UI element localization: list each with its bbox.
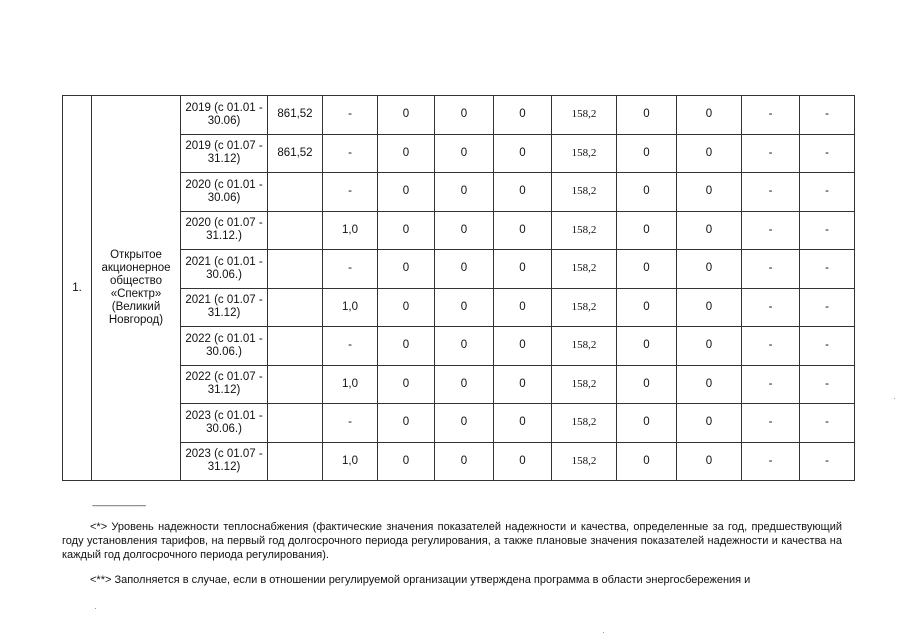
- value-cell-col-2: -: [323, 96, 378, 135]
- value-cell-col-3: 0: [378, 404, 435, 443]
- value-cell-col-2: -: [323, 327, 378, 366]
- value-cell-col-7: 0: [617, 211, 677, 250]
- value-cell-col-5: 0: [494, 250, 552, 289]
- table-row: [63, 404, 855, 443]
- value-cell-col-6: 158,2: [552, 442, 617, 481]
- value-cell-col-5: 0: [494, 211, 552, 250]
- table-row: [63, 288, 855, 327]
- value-cell-col-5: 0: [494, 96, 552, 135]
- value-cell-col-9: -: [742, 173, 800, 212]
- footnote-2: <**> Заполняется в случае, если в отношении регулируемой организации утверждена программа в области энергосбережения и: [90, 574, 751, 586]
- period-cell: 2022 (с 01.01 - 30.06.): [181, 327, 268, 366]
- value-cell-col-10: -: [800, 96, 855, 135]
- value-cell-col-10: -: [800, 365, 855, 404]
- value-cell-col-7: 0: [617, 365, 677, 404]
- value-cell-col-1: 861,52: [268, 96, 323, 135]
- value-cell-col-2: 1,0: [323, 442, 378, 481]
- value-cell-col-8: 0: [677, 288, 742, 327]
- value-cell-col-5: 0: [494, 442, 552, 481]
- value-cell-col-6: 158,2: [552, 96, 617, 135]
- tariff-table: [62, 95, 855, 481]
- value-cell-col-4: 0: [435, 442, 494, 481]
- value-cell-col-4: 0: [435, 327, 494, 366]
- table-row: [63, 211, 855, 250]
- value-cell-col-6: 158,2: [552, 211, 617, 250]
- table-row: [63, 134, 855, 173]
- table-row: [63, 365, 855, 404]
- value-cell-col-9: -: [742, 211, 800, 250]
- value-cell-col-1: [268, 173, 323, 212]
- table-row: [63, 327, 855, 366]
- value-cell-col-7: 0: [617, 327, 677, 366]
- value-cell-col-10: -: [800, 211, 855, 250]
- value-cell-col-2: -: [323, 404, 378, 443]
- value-cell-col-3: 0: [378, 288, 435, 327]
- value-cell-col-10: -: [800, 250, 855, 289]
- value-cell-col-9: -: [742, 96, 800, 135]
- value-cell-col-1: [268, 365, 323, 404]
- scan-speck: [894, 398, 895, 399]
- period-cell: 2021 (с 01.07 - 31.12): [181, 288, 268, 327]
- period-cell: 2023 (с 01.01 - 30.06.): [181, 404, 268, 443]
- footnote-1: <*> Уровень надежности теплоснабжения (фактические значения показателей надежности и качества, определенные за год, предшествующий году установления тарифов, на первый год долгосрочного периода регулирования, а также плановые значения показателей надежности и качества на каждый год долгосрочного периода регулирования).: [62, 521, 842, 561]
- value-cell-col-1: [268, 404, 323, 443]
- value-cell-col-1: [268, 327, 323, 366]
- value-cell-col-5: 0: [494, 327, 552, 366]
- value-cell-col-6: 158,2: [552, 288, 617, 327]
- period-cell: 2020 (с 01.01 - 30.06): [181, 173, 268, 212]
- value-cell-col-4: 0: [435, 134, 494, 173]
- row-number-cell: 1.: [63, 96, 92, 481]
- value-cell-col-8: 0: [677, 365, 742, 404]
- scan-speck: [95, 608, 96, 609]
- value-cell-col-2: 1,0: [323, 211, 378, 250]
- value-cell-col-7: 0: [617, 288, 677, 327]
- period-cell: 2019 (с 01.07 - 31.12): [181, 134, 268, 173]
- value-cell-col-5: 0: [494, 365, 552, 404]
- value-cell-col-10: -: [800, 404, 855, 443]
- period-cell: 2020 (с 01.07 - 31.12.): [181, 211, 268, 250]
- value-cell-col-5: 0: [494, 404, 552, 443]
- value-cell-col-7: 0: [617, 96, 677, 135]
- value-cell-col-9: -: [742, 404, 800, 443]
- value-cell-col-3: 0: [378, 250, 435, 289]
- value-cell-col-6: 158,2: [552, 134, 617, 173]
- table-row: [63, 250, 855, 289]
- value-cell-col-2: 1,0: [323, 365, 378, 404]
- value-cell-col-1: [268, 250, 323, 289]
- value-cell-col-8: 0: [677, 404, 742, 443]
- value-cell-col-1: 861,52: [268, 134, 323, 173]
- value-cell-col-10: -: [800, 173, 855, 212]
- value-cell-col-6: 158,2: [552, 365, 617, 404]
- value-cell-col-4: 0: [435, 96, 494, 135]
- value-cell-col-6: 158,2: [552, 404, 617, 443]
- period-cell: 2022 (с 01.07 - 31.12): [181, 365, 268, 404]
- table-row: [63, 442, 855, 481]
- value-cell-col-1: [268, 211, 323, 250]
- value-cell-col-4: 0: [435, 250, 494, 289]
- value-cell-col-8: 0: [677, 250, 742, 289]
- value-cell-col-6: 158,2: [552, 250, 617, 289]
- value-cell-col-4: 0: [435, 173, 494, 212]
- value-cell-col-7: 0: [617, 404, 677, 443]
- value-cell-col-10: -: [800, 134, 855, 173]
- value-cell-col-8: 0: [677, 442, 742, 481]
- value-cell-col-2: 1,0: [323, 288, 378, 327]
- value-cell-col-3: 0: [378, 442, 435, 481]
- value-cell-col-9: -: [742, 442, 800, 481]
- value-cell-col-9: -: [742, 365, 800, 404]
- value-cell-col-7: 0: [617, 250, 677, 289]
- period-cell: 2023 (с 01.07 - 31.12): [181, 442, 268, 481]
- value-cell-col-10: -: [800, 442, 855, 481]
- value-cell-col-8: 0: [677, 134, 742, 173]
- value-cell-col-1: [268, 442, 323, 481]
- table-body: [63, 96, 855, 481]
- value-cell-col-7: 0: [617, 173, 677, 212]
- value-cell-col-10: -: [800, 288, 855, 327]
- value-cell-col-7: 0: [617, 134, 677, 173]
- value-cell-col-4: 0: [435, 288, 494, 327]
- value-cell-col-8: 0: [677, 327, 742, 366]
- value-cell-col-5: 0: [494, 288, 552, 327]
- value-cell-col-8: 0: [677, 211, 742, 250]
- value-cell-col-9: -: [742, 134, 800, 173]
- value-cell-col-9: -: [742, 288, 800, 327]
- organization-cell: Открытое акционерное общество «Спектр» (Великий Новгород): [92, 96, 181, 481]
- value-cell-col-7: 0: [617, 442, 677, 481]
- value-cell-col-4: 0: [435, 404, 494, 443]
- value-cell-col-4: 0: [435, 365, 494, 404]
- value-cell-col-8: 0: [677, 96, 742, 135]
- value-cell-col-3: 0: [378, 134, 435, 173]
- value-cell-col-5: 0: [494, 134, 552, 173]
- value-cell-col-3: 0: [378, 211, 435, 250]
- value-cell-col-1: [268, 288, 323, 327]
- value-cell-col-3: 0: [378, 327, 435, 366]
- value-cell-col-3: 0: [378, 173, 435, 212]
- table-row: [63, 96, 855, 135]
- value-cell-col-9: -: [742, 250, 800, 289]
- value-cell-col-8: 0: [677, 173, 742, 212]
- period-cell: 2021 (с 01.01 - 30.06.): [181, 250, 268, 289]
- value-cell-col-2: -: [323, 134, 378, 173]
- value-cell-col-4: 0: [435, 211, 494, 250]
- footnote-separator: --------------------------------: [92, 501, 146, 510]
- value-cell-col-6: 158,2: [552, 327, 617, 366]
- period-cell: 2019 (с 01.01 - 30.06): [181, 96, 268, 135]
- value-cell-col-5: 0: [494, 173, 552, 212]
- value-cell-col-9: -: [742, 327, 800, 366]
- value-cell-col-10: -: [800, 327, 855, 366]
- value-cell-col-3: 0: [378, 365, 435, 404]
- table-row: [63, 173, 855, 212]
- value-cell-col-2: -: [323, 173, 378, 212]
- scan-speck: [603, 632, 604, 633]
- value-cell-col-3: 0: [378, 96, 435, 135]
- value-cell-col-6: 158,2: [552, 173, 617, 212]
- value-cell-col-2: -: [323, 250, 378, 289]
